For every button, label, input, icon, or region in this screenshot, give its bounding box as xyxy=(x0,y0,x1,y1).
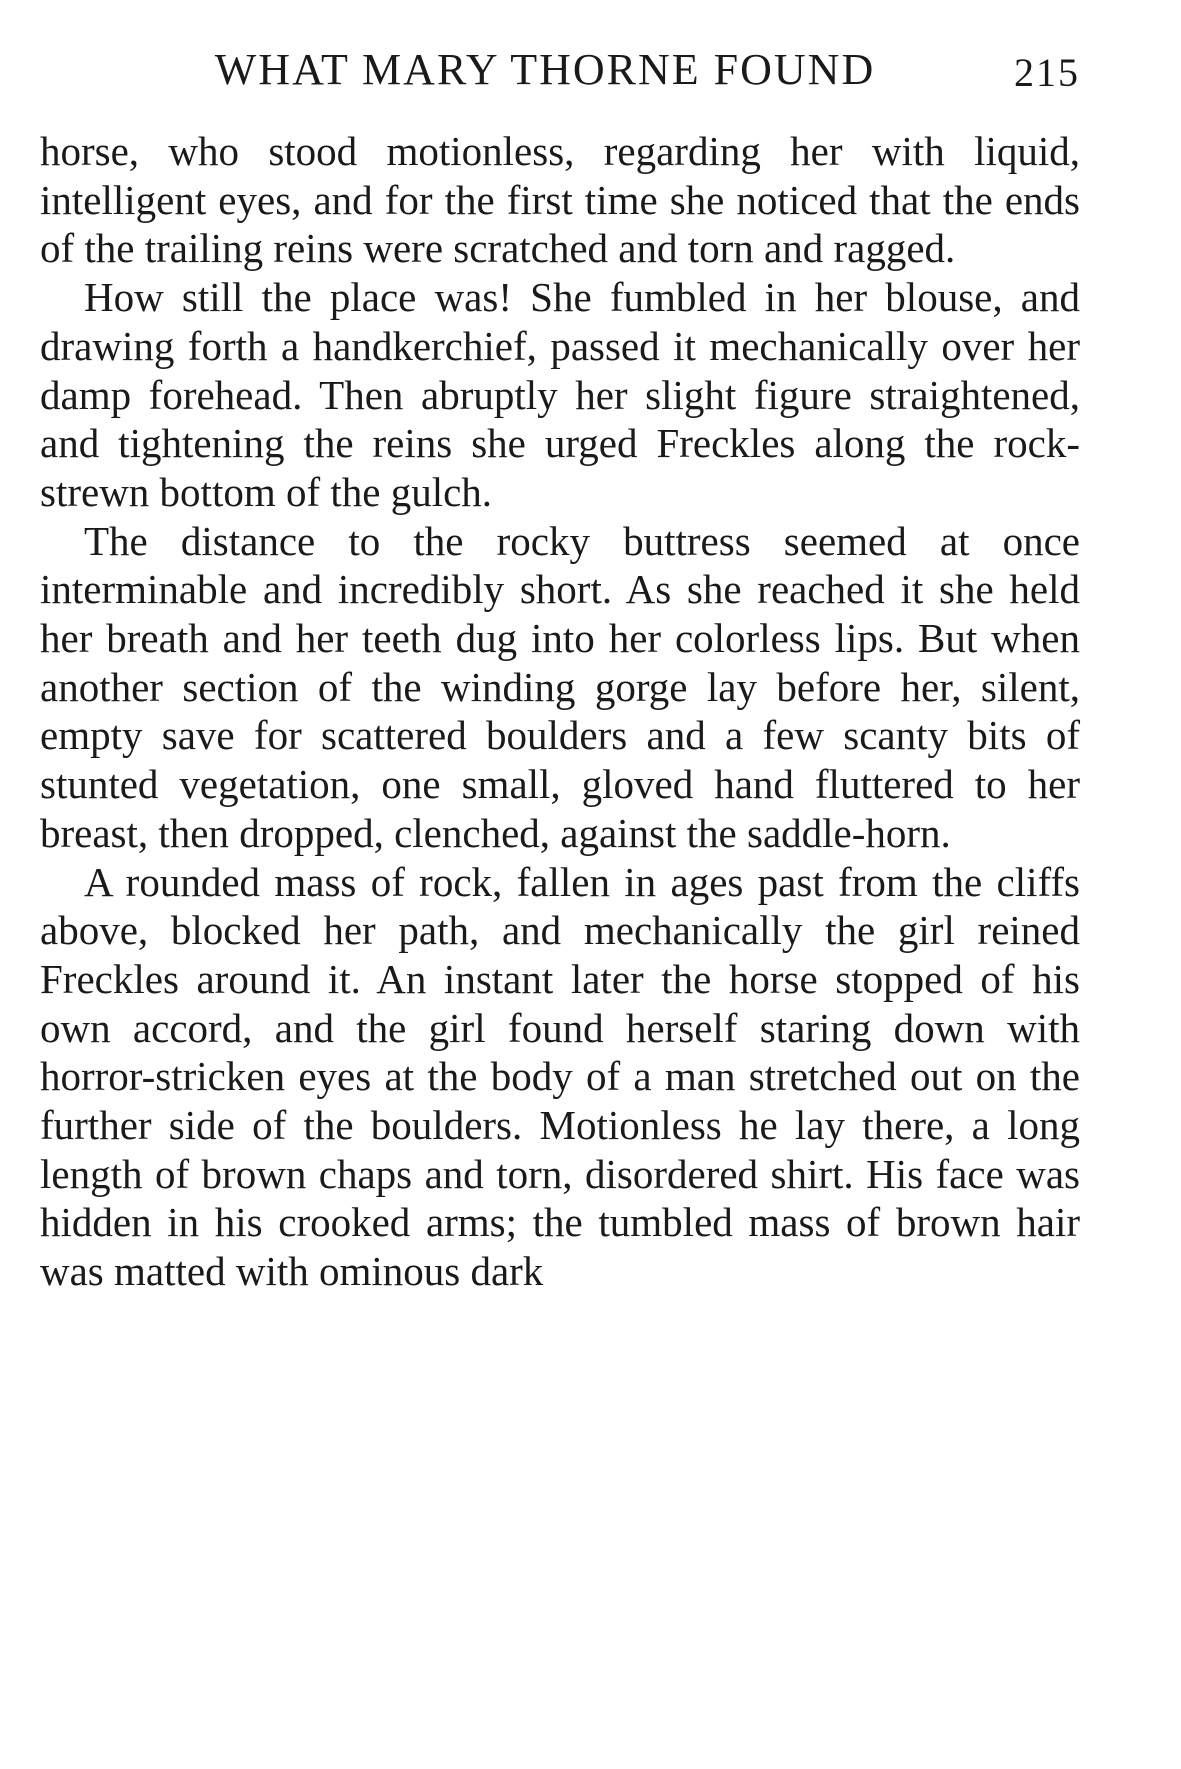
paragraph: horse, who stood motionless, regarding her with liquid, intelligent eyes, and for the first time she noticed that the ends of the trailing reins were scratched and torn and ragged. xyxy=(40,128,1080,272)
body-text xyxy=(40,127,1080,1296)
paragraph: How still the place was! She fumbled in her blouse, and drawing forth a handkerchief, passed it mechanically over her damp forehead. Then abruptly her slight figure straightened, and tightening the reins she urged Freckles along the rock-strewn bottom of the gulch. xyxy=(40,274,1080,515)
running-title: WHAT MARY THORNE FOUND xyxy=(214,45,876,94)
running-head xyxy=(40,40,1080,100)
page-number: 215 xyxy=(1014,50,1080,95)
paragraph: A rounded mass of rock, fallen in ages past from the cliffs above, blocked her path, and mechanically the girl reined Freckles around it. An instant later the horse stopped of his own accord, and the girl found herself staring down with horror-stricken eyes at the body of a man stretched out on the further side of the boulders. Motionless he lay there, a long length of brown chaps and torn, disordered shirt. His face was hidden in his crooked arms; the tumbled mass of brown hair was matted with ominous dark xyxy=(40,858,1080,1295)
paragraph: The distance to the rocky buttress seemed at once interminable and incredibly short. As she reached it she held her breath and her teeth dug into her colorless lips. But when another section of the winding gorge lay before her, silent, empty save for scattered boulders and a few scanty bits of stunted vegetation, one small, gloved hand fluttered to her breast, then dropped, clenched, against the saddle-horn. xyxy=(40,517,1080,856)
